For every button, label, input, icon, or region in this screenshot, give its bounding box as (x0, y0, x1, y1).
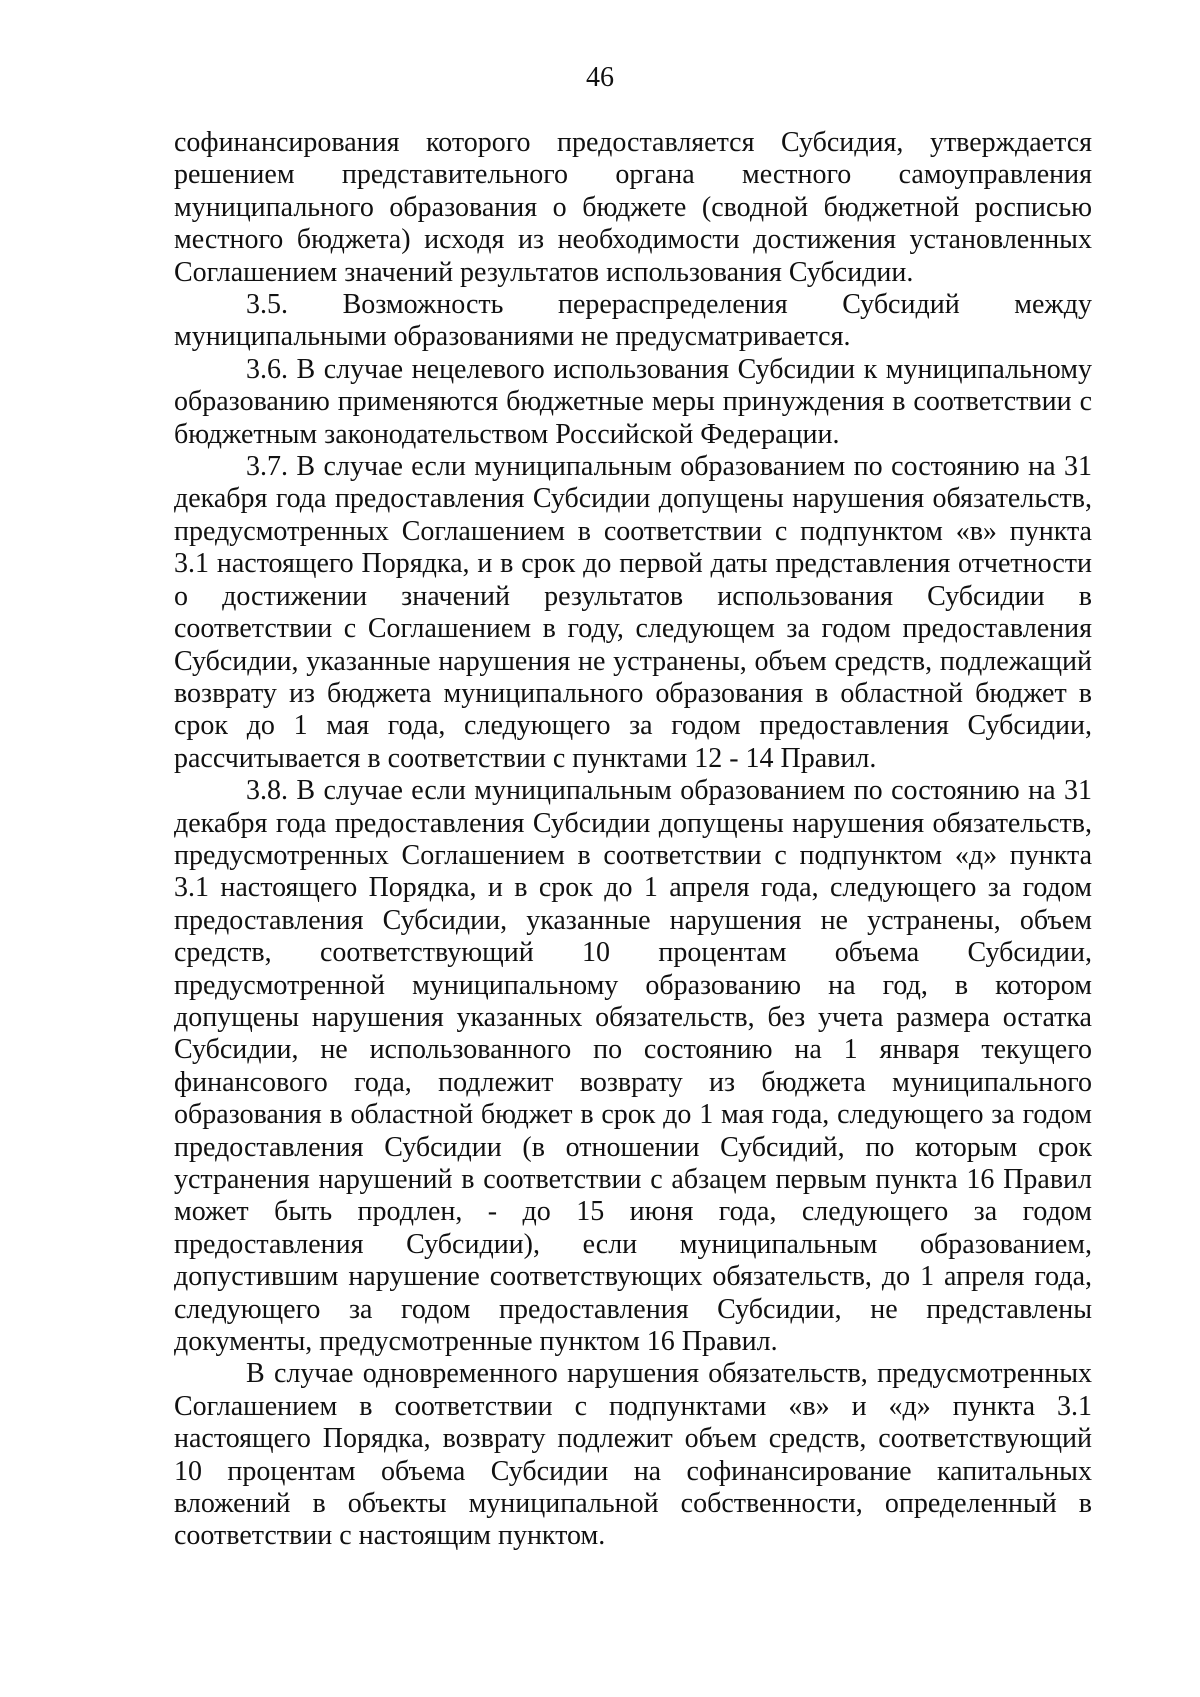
page-number: 46 (586, 62, 614, 93)
paragraph-3-8: 3.8. В случае если муниципальным образованием по состоянию на 31 декабря года предоставления Субсидии допущены нарушения обязательств, предусмотренных Соглашением в соответствии с подпунктом «д» пункта 3.1 настоящего Порядка, и в срок до 1 апреля года, следующего за годом предоставления Субсидии, указанные нарушения не устранены, объем средств, соответствующий 10 процентам объема Субсидии, предусмотренной муниципальному образованию на год, в котором допущены нарушения указанных обязательств, без учета размера остатка Субсидии, не использованного по состоянию на 1 января текущего финансового года, подлежит возврату из бюджета муниципального образования в областной бюджет в срок до 1 мая года, следующего за годом предоставления Субсидии (в отношении Субсидий, по которым срок устранения нарушений в соответствии с абзацем первым пункта 16 Правил может быть продлен, - до 15 июня года, следующего за годом предоставления Субсидии), если муниципальным образованием, допустившим нарушение соответствующих обязательств, до 1 апреля года, следующего за годом предоставления Субсидии, не представлены документы, предусмотренные пунктом 16 Правил. (174, 775, 1092, 1358)
paragraph-3-5: 3.5. Возможность перераспределения Субсидий между муниципальными образованиями не предусматривается. (174, 289, 1092, 353)
paragraph-3-7: 3.7. В случае если муниципальным образованием по состоянию на 31 декабря года предоставления Субсидии допущены нарушения обязательств, предусмотренных Соглашением в соответствии с подпунктом «в» пункта 3.1 настоящего Порядка, и в срок до первой даты представления отчетности о достижении значений результатов использования Субсидии в соответствии с Соглашением в году, следующем за годом предоставления Субсидии, указанные нарушения не устранены, объем средств, подлежащий возврату из бюджета муниципального образования в областной бюджет в срок до 1 мая года, следующего за годом предоставления Субсидии, рассчитывается в соответствии с пунктами 12 - 14 Правил. (174, 451, 1092, 774)
document-body (174, 127, 1092, 1553)
paragraph-continuation: софинансирования которого предоставляется Субсидия, утверждается решением представительного органа местного самоуправления муниципального образования о бюджете (сводной бюджетной росписью местного бюджета) исходя из необходимости достижения установленных Соглашением значений результатов использования Субсидии. (174, 127, 1092, 288)
paragraph-3-6: 3.6. В случае нецелевого использования Субсидии к муниципальному образованию применяются бюджетные меры принуждения в соответствии с бюджетным законодательством Российской Федерации. (174, 353, 1092, 450)
paragraph-simultaneous-violation: В случае одновременного нарушения обязательств, предусмотренных Соглашением в соответствии с подпунктами «в» и «д» пункта 3.1 настоящего Порядка, возврату подлежит объем средств, соответствующий 10 процентам объема Субсидии на софинансирование капитальных вложений в объекты муниципальной собственности, определенный в соответствии с настоящим пунктом. (174, 1358, 1092, 1552)
